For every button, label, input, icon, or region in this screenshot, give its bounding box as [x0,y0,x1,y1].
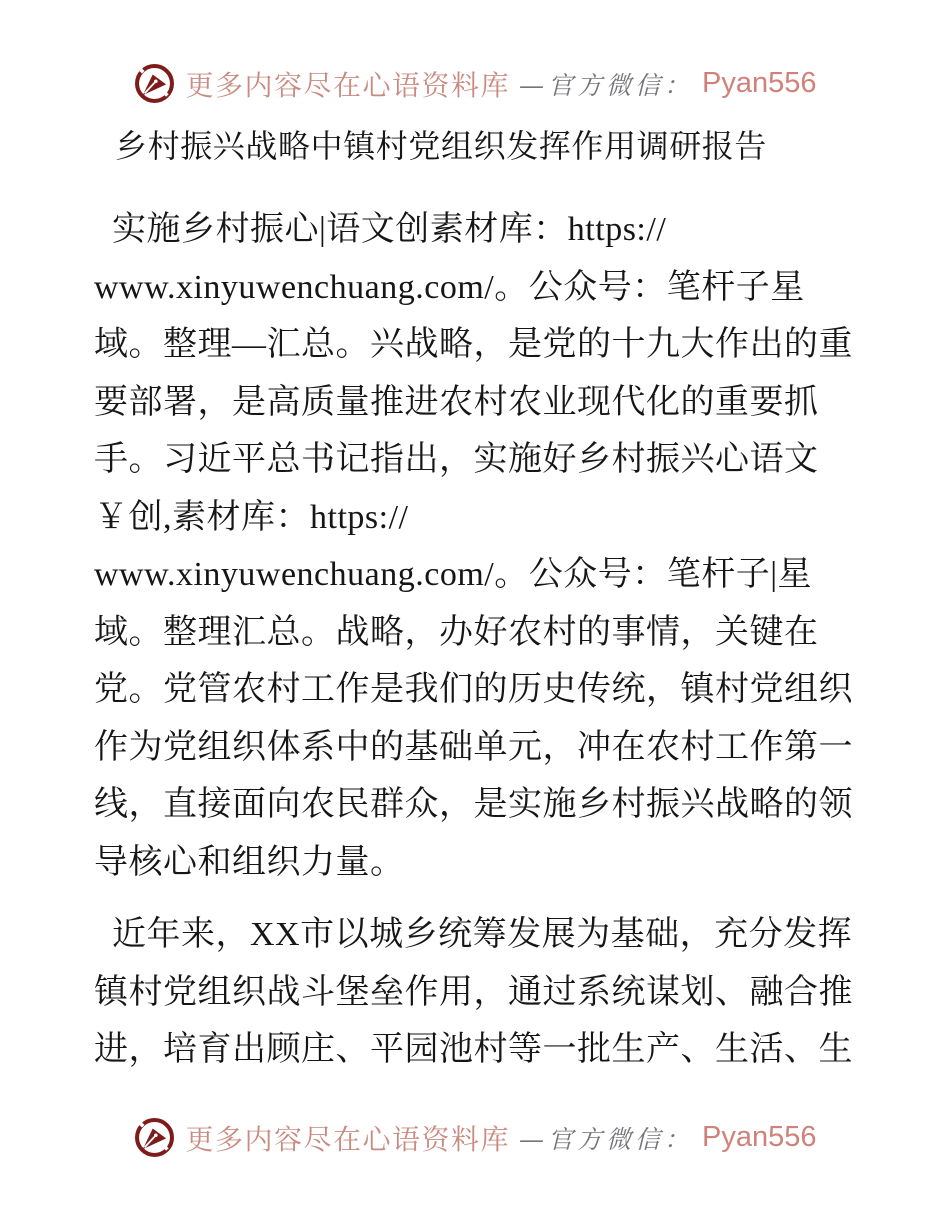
footer-watermark [0,1116,950,1159]
text-line: www.xinyuwenchuang.com/。公众号：笔杆子|星 [94,556,813,593]
page-title: 乡村振兴战略中镇村党组织发挥作用调研报告 [115,128,768,164]
watermark-wechat-id: Pyan556 [702,1121,817,1153]
text-line: 域。整理汇总。战略，办好农村的事情，关键在 [94,613,819,651]
text-line: 党。党管农村工作是我们的历史传统，镇村党组织 [94,671,853,708]
pen-nib-circle-icon [133,62,176,105]
text-line: ￥创,素材库：https:// [94,498,409,536]
watermark-brand-text: 更多内容尽在心语资料库 [185,70,510,102]
text-line: 线，直接面向农民群众，是实施乡村振兴战略的领 [94,786,853,823]
text-line: 镇村党组织战斗堡垒作用，通过系统谋划、融合推 [94,973,853,1011]
watermark-wechat-id: Pyan556 [702,67,817,99]
paragraph-1 [94,201,880,891]
header-watermark [0,62,950,105]
watermark-wechat-label: —官方微信： [519,70,694,100]
text-line: 手。习近平总书记指出，实施好乡村振兴心语文 [94,441,819,478]
watermark-wechat-label: —官方微信： [519,1124,694,1154]
text-line: 进，培育出顾庄、平园池村等一批生产、生活、生 [94,1031,853,1068]
paragraph-2 [94,906,880,1079]
text-line: 域。整理—汇总。兴战略，是党的十九大作出的重 [94,326,853,363]
pen-nib-circle-icon [133,1116,176,1159]
text-line: www.xinyuwenchuang.com/。公众号：笔杆子星 [94,268,805,306]
text-line: 导核心和组织力量。 [94,843,405,881]
text-line: 要部署，是高质量推进农村农业现代化的重要抓 [94,383,819,421]
text-line: 实施乡村振心|语文创素材库：https:// [112,211,667,248]
text-line: 作为党组织体系中的基础单元，冲在农村工作第一 [94,728,853,766]
watermark-brand-text: 更多内容尽在心语资料库 [185,1124,510,1156]
text-line: 近年来，XX市以城乡统筹发展为基础，充分发挥 [112,916,853,953]
